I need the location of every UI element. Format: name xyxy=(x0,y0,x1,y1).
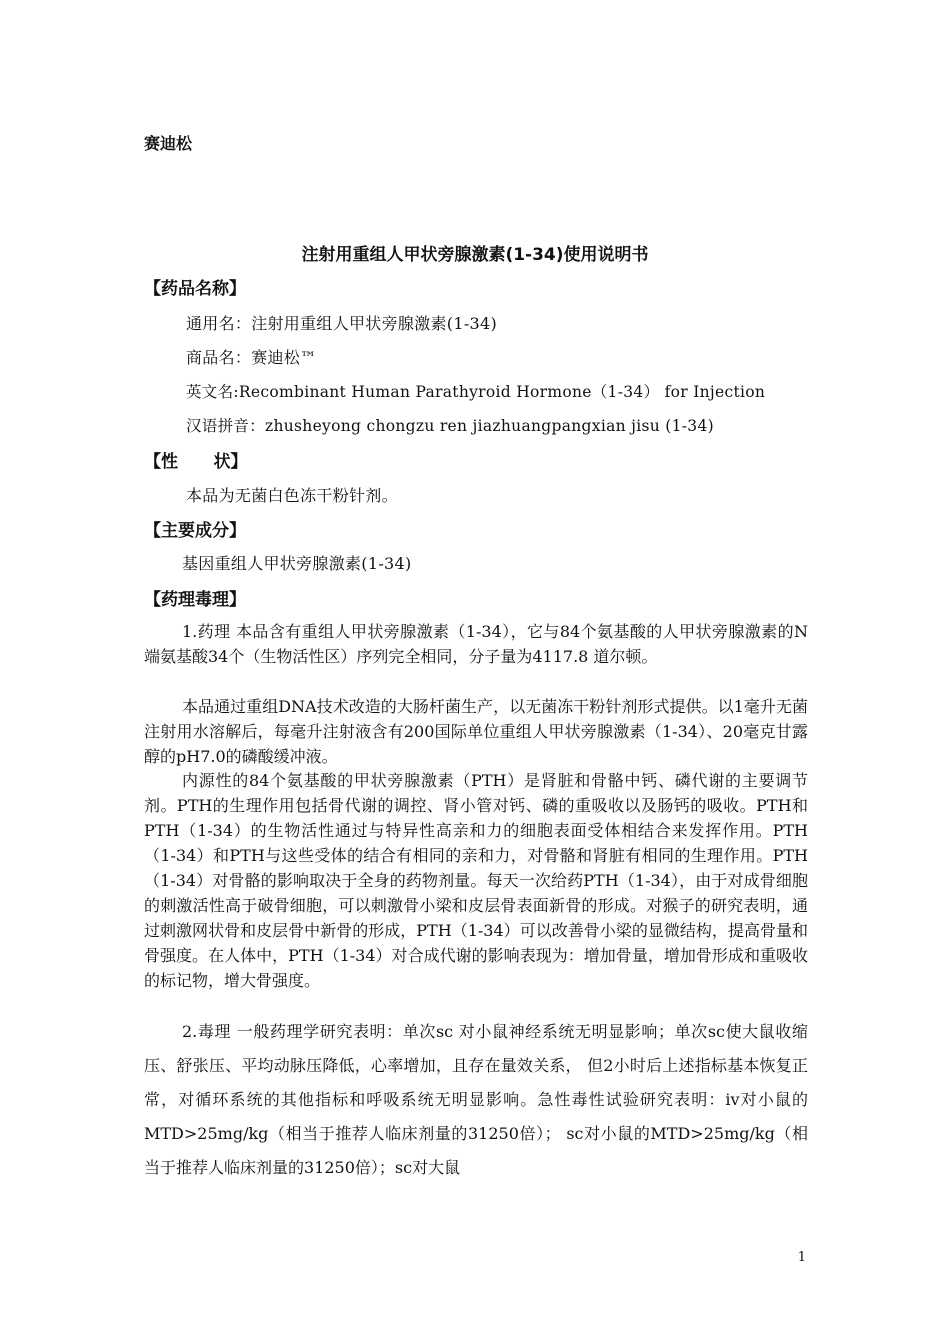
trade-name: 商品名：赛迪松™ xyxy=(186,348,317,367)
section-heading-character: 【性 状】 xyxy=(144,452,248,472)
section-heading-drug-name: 【药品名称】 xyxy=(144,279,246,299)
page-number: 1 xyxy=(797,1250,806,1265)
composition-text: 基因重组人甲状旁腺激素(1-34) xyxy=(182,554,412,573)
character-text: 本品为无菌白色冻干粉针剂。 xyxy=(186,486,398,505)
pinyin-name: 汉语拼音：zhusheyong chongzu ren jiazhuangpangxian jisu (1-34) xyxy=(186,417,714,435)
section-heading-composition: 【主要成分】 xyxy=(144,521,246,541)
section-heading-pharmacology: 【药理毒理】 xyxy=(144,590,246,610)
english-name: 英文名:Recombinant Human Parathyroid Hormone（1-34） for Injection xyxy=(186,383,766,401)
generic-name: 通用名：注射用重组人甲状旁腺激素(1-34) xyxy=(186,314,498,333)
pharmacology-paragraph-1: 1.药理 本品含有重组人甲状旁腺激素（1-34），它与84个氨基酸的人甲状旁腺激素的N端氨基酸34个（生物活性区）序列完全相同，分子量为4117.8 道尔顿。 xyxy=(144,622,808,666)
header-label: 赛迪松 xyxy=(144,134,193,153)
pharmacology-paragraph-3: 内源性的84个氨基酸的甲状旁腺激素（PTH）是肾脏和骨骼中钙、磷代谢的主要调节剂。PTH的生理作用包括骨代谢的调控、肾小管对钙、磷的重吸收以及肠钙的吸收。PTH和PTH（1-34）的生物活性通过与特异性高亲和力的细胞表面受体相结合来发挥作用。PTH（1-34）和PTH与这些受体的结合有相同的亲和力，对骨骼和肾脏有相同的生理作用。PTH（1-34）对骨骼的影响取决于全身的药物剂量。每天一次给药PTH（1-34），由于对成骨细胞的刺激活性高于破骨细胞，可以刺激骨小梁和皮层骨表面新骨的形成。对猴子的研究表明，通过刺激网状骨和皮层骨中新骨的形成，PTH（1-34）可以改善骨小梁的显微结构，提高骨量和骨强度。在人体中，PTH（1-34）对合成代谢的影响表现为：增加骨量，增加骨形成和重吸收的标记物，增大骨强度。 xyxy=(144,771,808,990)
document-title: 注射用重组人甲状旁腺激素(1-34)使用说明书 xyxy=(301,245,649,265)
pharmacology-paragraph-2: 本品通过重组DNA技术改造的大肠杆菌生产，以无菌冻干粉针剂形式提供。以1毫升无菌注射用水溶解后，每毫升注射液含有200国际单位重组人甲状旁腺激素（1-34）、20毫克甘露醇的pH7.0的磷酸缓冲液。 xyxy=(144,697,808,766)
toxicology-paragraph: 2.毒理 一般药理学研究表明：单次sc 对小鼠神经系统无明显影响；单次sc使大鼠收缩压、舒张压、平均动脉压降低，心率增加，且存在量效关系， 但2小时后上述指标基本恢复正常，对循环系统的其他指标和呼吸系统无明显影响。急性毒性试验研究表明：iv对小鼠的MTD>25mg/kg（相当于推荐人临床剂量的31250倍）； sc对小鼠的MTD>25mg/kg（相当于推荐人临床剂量的31250倍）；sc对大鼠 xyxy=(144,1022,808,1177)
